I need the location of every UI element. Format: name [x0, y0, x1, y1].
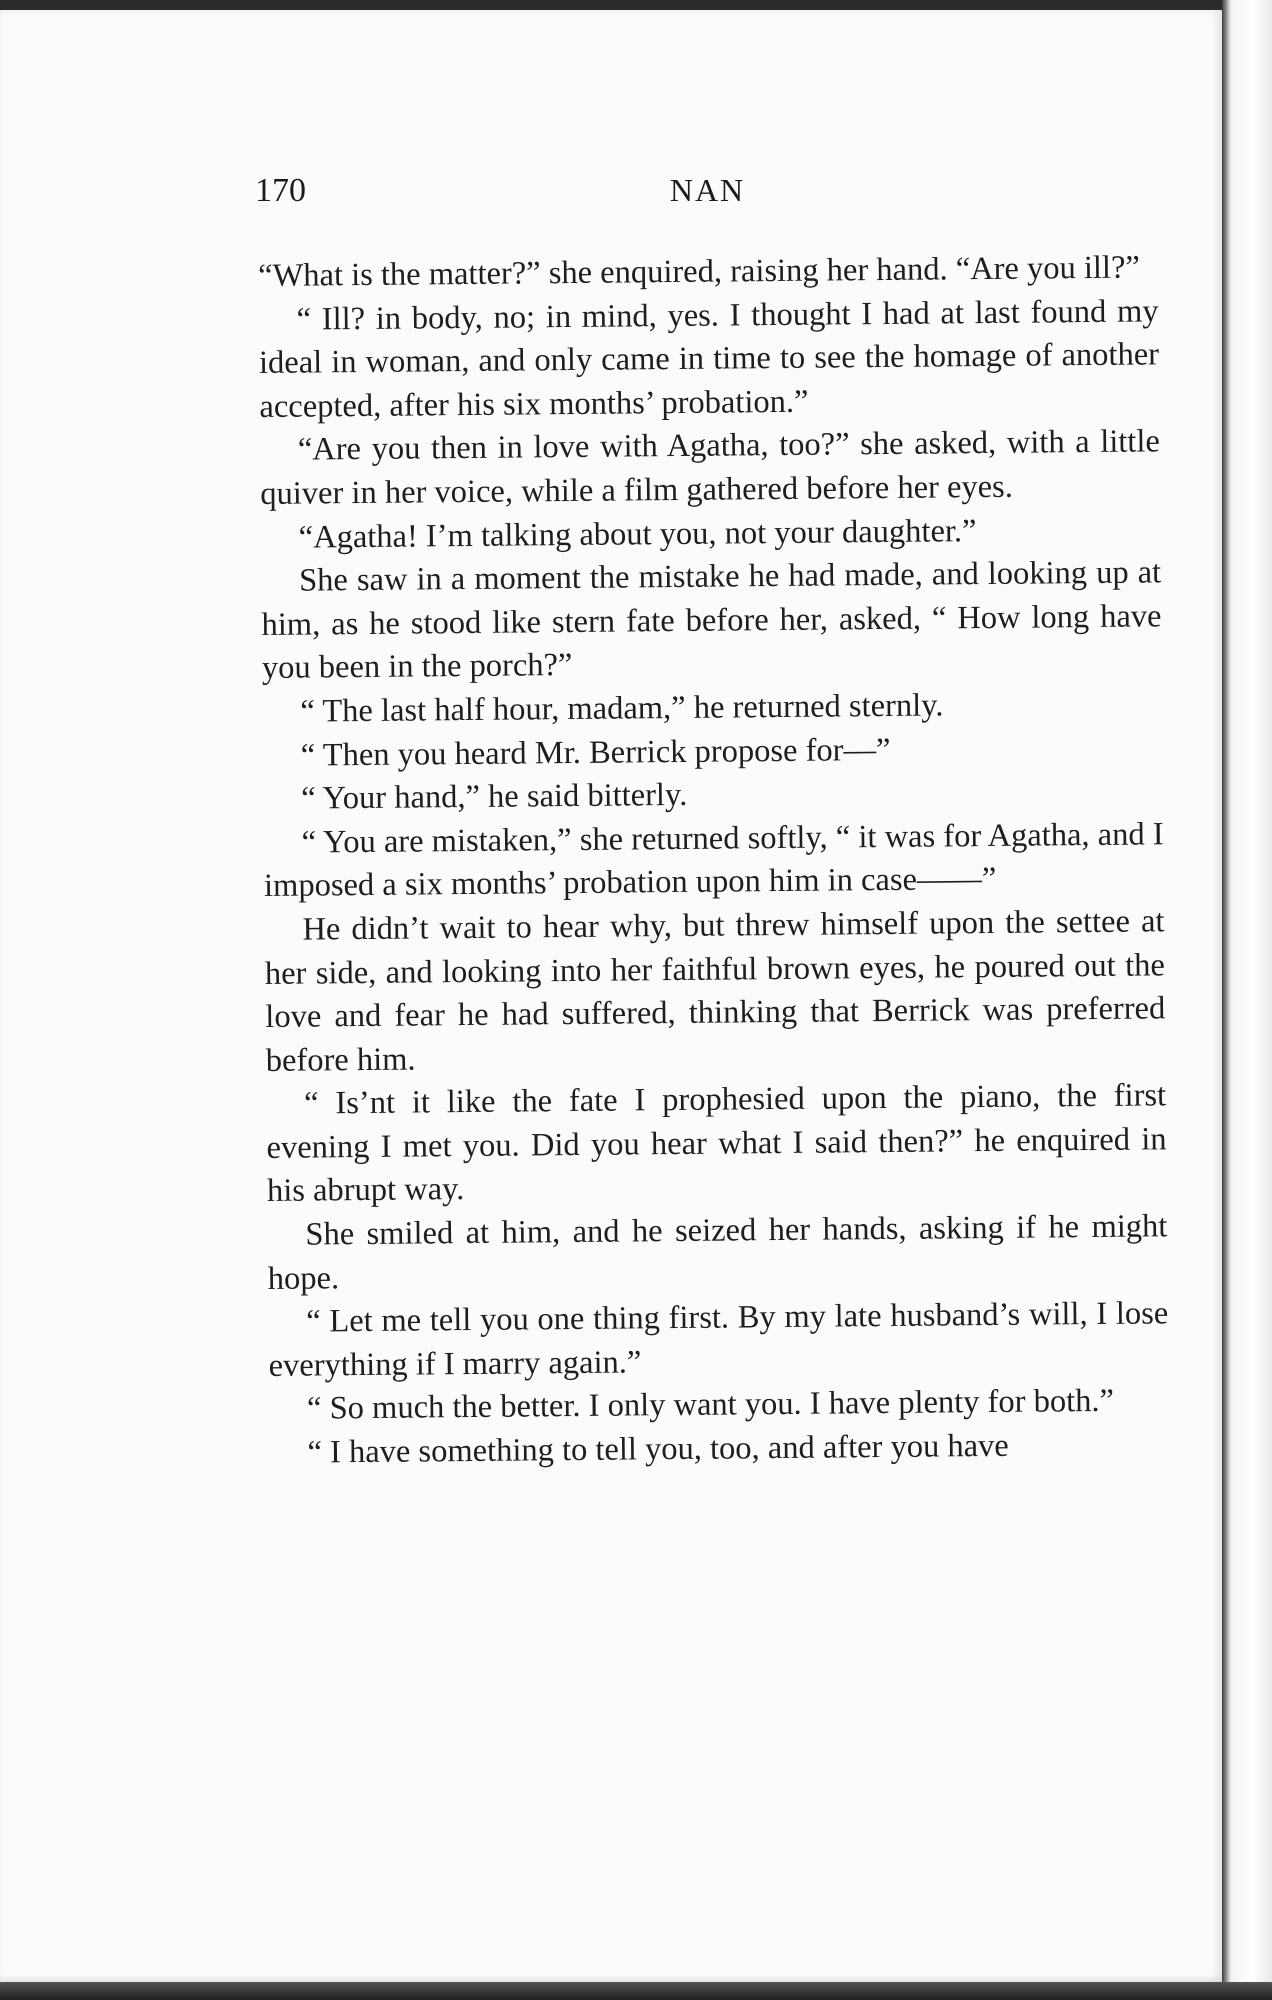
page-bottom-edge	[0, 1982, 1272, 2000]
paragraph: He didn’t wait to hear why, but threw himself upon the settee at her side, and looking into her faithful brown eyes, he poured out the love and fear he had suffered, thinking that Berrick was preferred before him.	[264, 903, 1166, 1079]
paragraph: “ Is’nt it like the fate I prophesied upon the piano, the first evening I met you. Did you hear what I said then?” he enquired in his abrupt way.	[266, 1077, 1167, 1210]
paragraph: “What is the matter?” she enquired, raising her hand. “Are you ill?”	[258, 249, 1141, 294]
paragraph: She smiled at him, and he seized her hands, asking if he might hope.	[267, 1208, 1168, 1297]
paragraph: “ Your hand,” he said bitterly.	[301, 777, 688, 817]
paragraph: “ Let me tell you one thing first. By my late husband’s will, I lose everything if I marry again.”	[268, 1295, 1169, 1384]
page-edge	[1222, 0, 1272, 2000]
paragraph: “ Then you heard Mr. Berrick propose for—”	[300, 731, 891, 774]
paragraph: “ Ill? in body, no; in mind, yes. I thought I had at last found my ideal in woman, and only came in time to see the homage of another accepted, after his six months’ probation.”	[258, 292, 1160, 425]
paragraph: “Are you then in love with Agatha, too?” she asked, with a little quiver in her voice, while a film gathered before her eyes.	[260, 423, 1161, 512]
book-page	[0, 10, 1222, 1982]
page-header	[255, 172, 1160, 216]
paragraph: “Agatha! I’m talking about you, not your daughter.”	[298, 512, 977, 556]
paragraph: “ You are mistaken,” she returned softly, “ it was for Agatha, and I imposed a six months’ probation upon him in case——”	[263, 816, 1164, 905]
paragraph: She saw in a moment the mistake he had made, and looking up at him, as he stood like stern fate before her, asked, “ How long have you been in the porch?”	[261, 554, 1162, 687]
running-head: NAN	[669, 172, 746, 208]
page-number: 170	[255, 172, 306, 209]
paragraph: “ The last half hour, madam,” he returned sternly.	[300, 687, 944, 730]
body-text	[258, 246, 1170, 1475]
paragraph: “ So much the better. I only want you. I have plenty for both.”	[306, 1383, 1115, 1428]
paragraph: “ I have something to tell you, too, and after you have	[307, 1427, 1009, 1471]
